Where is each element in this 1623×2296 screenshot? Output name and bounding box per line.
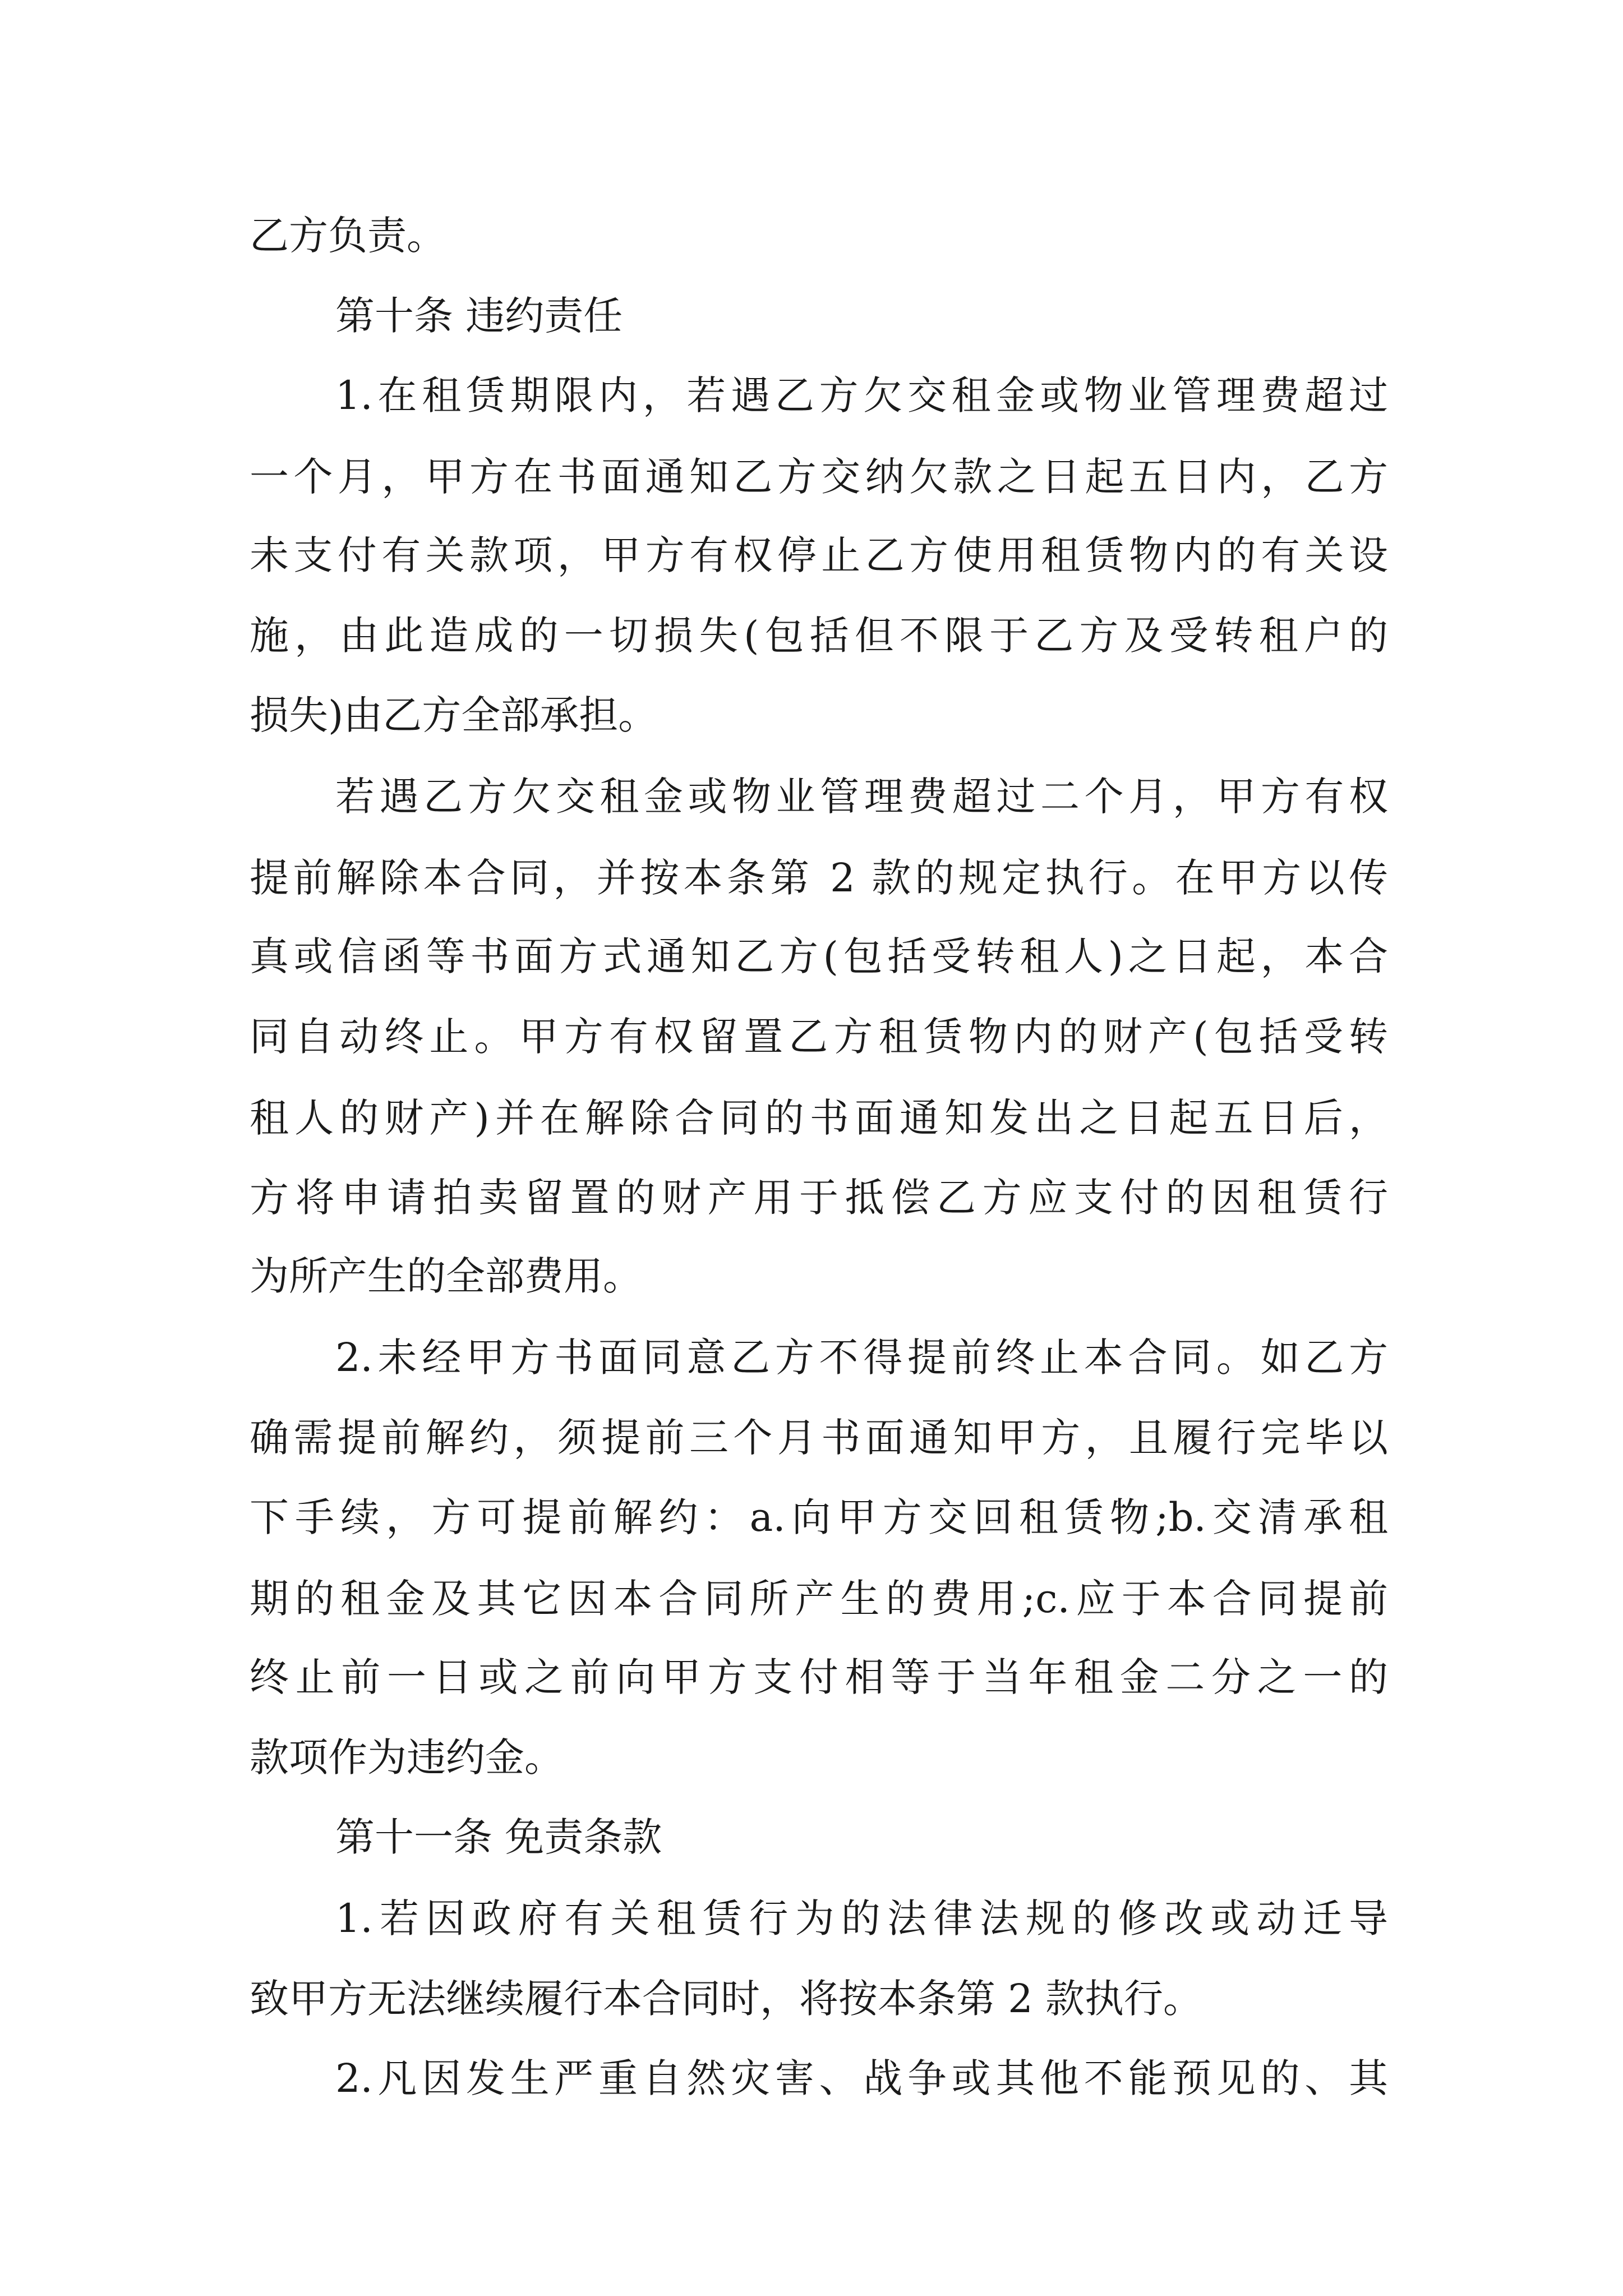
text-line: 若遇乙方欠交租金或物业管理费超过二个月，甲方有权: [335, 774, 1388, 820]
text-line: 一个月，甲方在书面通知乙方交纳欠款之日起五日内，乙方: [250, 454, 1388, 500]
section-heading: 第十一条 免责条款: [335, 1814, 662, 1860]
text-line: 1.在租赁期限内，若遇乙方欠交租金或物业管理费超过: [335, 372, 1388, 418]
text-line: 未支付有关款项，甲方有权停止乙方使用租赁物内的有关设: [250, 532, 1388, 578]
text-line: 为所产生的全部费用。: [250, 1253, 642, 1299]
text-line: 乙方负责。: [250, 213, 446, 259]
text-line: 提前解除本合同，并按本条第 2 款的规定执行。在甲方以传: [250, 855, 1388, 901]
text-line: 款项作为违约金。: [250, 1734, 564, 1780]
text-line: 下手续，方可提前解约：a.向甲方交回租赁物;b.交清承租: [250, 1494, 1388, 1540]
text-line: 方将申请拍卖留置的财产用于抵偿乙方应支付的因租赁行: [250, 1175, 1388, 1221]
text-line: 致甲方无法继续履行本合同时，将按本条第 2 款执行。: [250, 1976, 1203, 2022]
section-heading: 第十条 违约责任: [335, 293, 623, 339]
text-line: 2.凡因发生严重自然灾害、战争或其他不能预见的、其: [335, 2055, 1388, 2101]
text-line: 期的租金及其它因本合同所产生的费用;c.应于本合同提前: [250, 1576, 1388, 1622]
text-line: 施，由此造成的一切损失(包括但不限于乙方及受转租户的: [250, 613, 1388, 659]
text-line: 终止前一日或之前向甲方支付相等于当年租金二分之一的: [250, 1654, 1388, 1700]
text-line: 真或信函等书面方式通知乙方(包括受转租人)之日起，本合: [250, 933, 1388, 979]
text-line: 2.未经甲方书面同意乙方不得提前终止本合同。如乙方: [335, 1335, 1388, 1381]
text-line: 租人的财产)并在解除合同的书面通知发出之日起五日后，: [250, 1095, 1388, 1141]
text-line: 同自动终止。甲方有权留置乙方租赁物内的财产(包括受转: [250, 1014, 1388, 1060]
text-line: 1.若因政府有关租赁行为的法律法规的修改或动迁导: [335, 1895, 1388, 1941]
text-line: 确需提前解约，须提前三个月书面通知甲方，且履行完毕以: [250, 1415, 1388, 1461]
text-line: 损失)由乙方全部承担。: [250, 692, 658, 738]
